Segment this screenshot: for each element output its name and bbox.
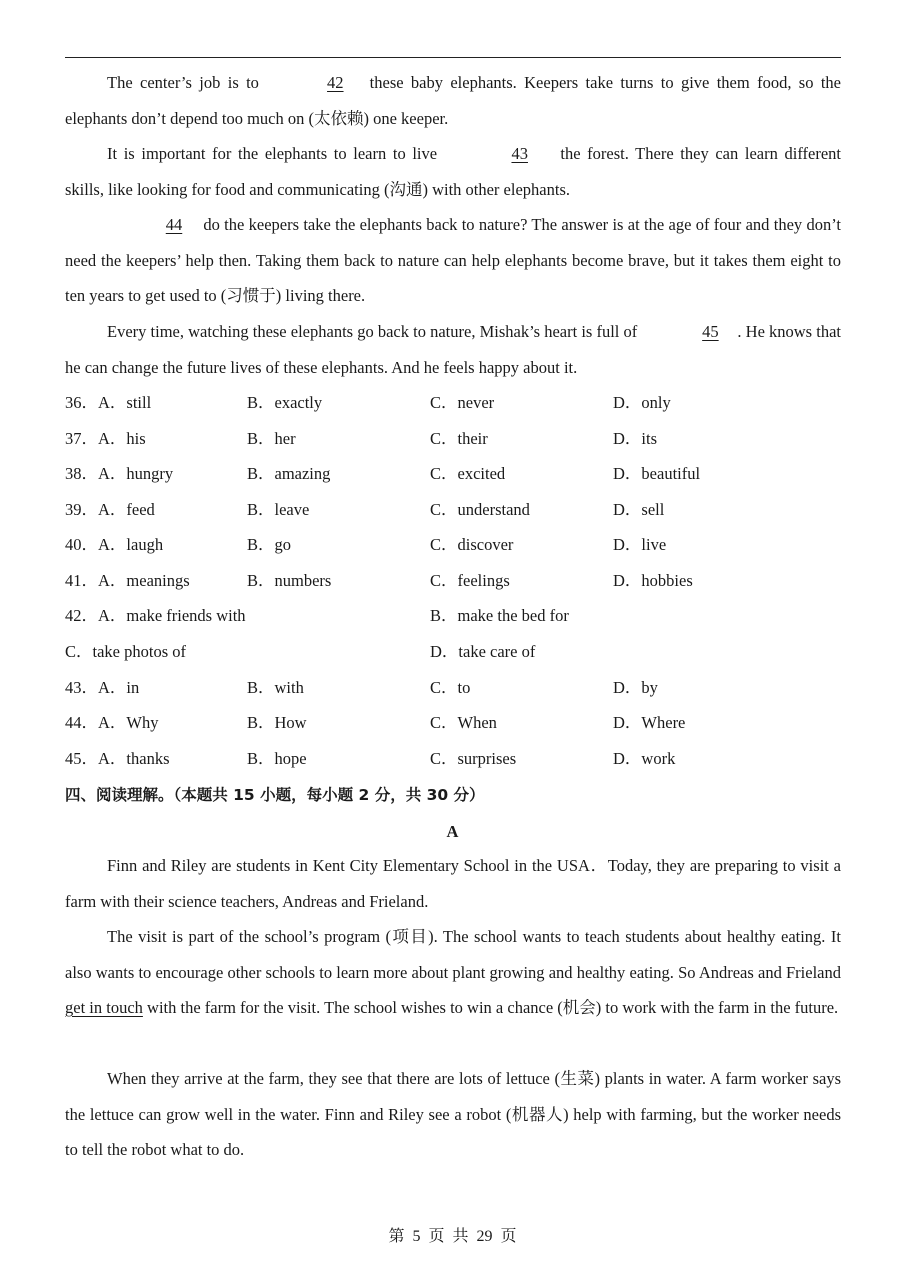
- option-a: 43．A．in: [65, 678, 140, 697]
- option-c: C．When: [430, 713, 497, 732]
- option-c: C．excited: [430, 464, 506, 483]
- blank-44: 44: [165, 215, 183, 234]
- option-b: B．make the bed for: [430, 606, 569, 625]
- option-a: 36．A．still: [65, 393, 152, 412]
- option-d: D．by: [613, 678, 658, 697]
- paragraph-text: these baby elephants. Keepers take turns to give them food, so the elephants don’t depend too much on (太依赖) one keeper.: [65, 73, 841, 128]
- paragraph-text: The visit is part of the school’s program (项目). The school wants to teach students about healthy eating. It also wants to encourage other schools to learn more about plant growing and healthy eating. So Andreas and Frieland: [65, 927, 841, 982]
- option-row-40: [65, 527, 845, 563]
- option-d: D．only: [613, 393, 671, 412]
- option-d: D．hobbies: [613, 571, 693, 590]
- option-c: C．their: [430, 429, 488, 448]
- option-b: B．go: [247, 535, 292, 554]
- paragraph-44: [65, 207, 841, 314]
- paragraph-text: Every time, watching these elephants go back to nature, Mishak’s heart is full of: [107, 322, 642, 341]
- option-b: B．exactly: [247, 393, 323, 412]
- option-c: C．surprises: [430, 749, 517, 768]
- option-a: 37．A．his: [65, 429, 146, 448]
- blank-43: 43: [511, 144, 528, 163]
- section-heading: 四、阅读理解。（本题共 15 小题，每小题 2 分，共 30 分）: [65, 786, 485, 804]
- passage-a-paragraph-1: Finn and Riley are students in Kent City Elementary School in the USA．Today, they are preparing to visit a farm with their science teachers, Andreas and Frieland.: [65, 856, 841, 911]
- option-row-37: [65, 421, 845, 457]
- option-c: C．understand: [430, 500, 530, 519]
- option-a: 38．A．hungry: [65, 464, 174, 483]
- option-c: C．feelings: [430, 571, 510, 590]
- option-c: C．discover: [430, 535, 514, 554]
- option-d: D．live: [613, 535, 667, 554]
- option-d: D．Where: [613, 713, 686, 732]
- option-row-43: [65, 670, 845, 706]
- paragraph-text: . He knows that he can change the future lives of these elephants. And he feels happy about it.: [65, 322, 841, 377]
- header-rule: [65, 57, 841, 58]
- paragraph-text: the forest. There they can learn different skills, like looking for food and communicating (沟通) with other elephants.: [65, 144, 841, 199]
- option-b: B．with: [247, 678, 304, 697]
- paragraph-text: with the farm for the visit. The school wishes to win a chance (机会) to work with the farm in the future.: [142, 998, 839, 1017]
- paragraph-45: [65, 314, 841, 385]
- option-row-42b: [65, 634, 845, 670]
- option-c: C．never: [430, 393, 495, 412]
- option-row-45: [65, 741, 845, 777]
- option-d: D．beautiful: [613, 464, 701, 483]
- option-b: B．numbers: [247, 571, 332, 590]
- option-row-36: [65, 385, 845, 421]
- option-row-44: [65, 705, 845, 741]
- paragraph-text: The center’s job is to: [107, 73, 267, 92]
- option-a: 40．A．laugh: [65, 535, 164, 554]
- option-a: 45．A．thanks: [65, 749, 170, 768]
- option-a: 41．A．meanings: [65, 571, 190, 590]
- option-a: 44．A．Why: [65, 713, 159, 732]
- option-b: B．leave: [247, 500, 310, 519]
- option-b: B．hope: [247, 749, 307, 768]
- passage-a-paragraph-3: When they arrive at the farm, they see that there are lots of lettuce (生菜) plants in water. A farm worker says the lettuce can grow well in the water. Finn and Riley see a robot (机器人) help with farming, but the worker needs to tell the robot what to do.: [65, 1069, 841, 1159]
- paragraph-42: [65, 65, 841, 136]
- option-d: D．sell: [613, 500, 665, 519]
- underlined-phrase: get in touch: [65, 998, 143, 1017]
- passage-label: A: [446, 822, 459, 841]
- option-row-42a: [65, 598, 845, 634]
- option-c: C．take photos of: [65, 642, 186, 661]
- passage-a-paragraph-2: [65, 919, 841, 1026]
- option-a: 39．A．feed: [65, 500, 155, 519]
- option-d: D．take care of: [430, 642, 536, 661]
- option-a: 42．A．make friends with: [65, 606, 246, 625]
- paragraph-text: It is important for the elephants to learn to live: [107, 144, 444, 163]
- option-c: C．to: [430, 678, 471, 697]
- blank-45: 45: [702, 322, 719, 341]
- option-b: B．How: [247, 713, 307, 732]
- option-d: D．work: [613, 749, 676, 768]
- option-d: D．its: [613, 429, 658, 448]
- option-row-38: [65, 456, 845, 492]
- option-row-41: [65, 563, 845, 599]
- page-footer: 第 5 页 共 29 页: [388, 1228, 517, 1245]
- paragraph-43: [65, 136, 841, 207]
- paragraph-text: do the keepers take the elephants back to nature? The answer is at the age of four and they don’t need the keepers’ help then. Taking them back to nature can help elephants become brave, but it takes them eight to ten years to get used to (习惯于) living there.: [65, 215, 841, 305]
- option-b: B．amazing: [247, 464, 331, 483]
- option-b: B．her: [247, 429, 296, 448]
- blank-42: 42: [327, 73, 344, 92]
- option-row-39: [65, 492, 845, 528]
